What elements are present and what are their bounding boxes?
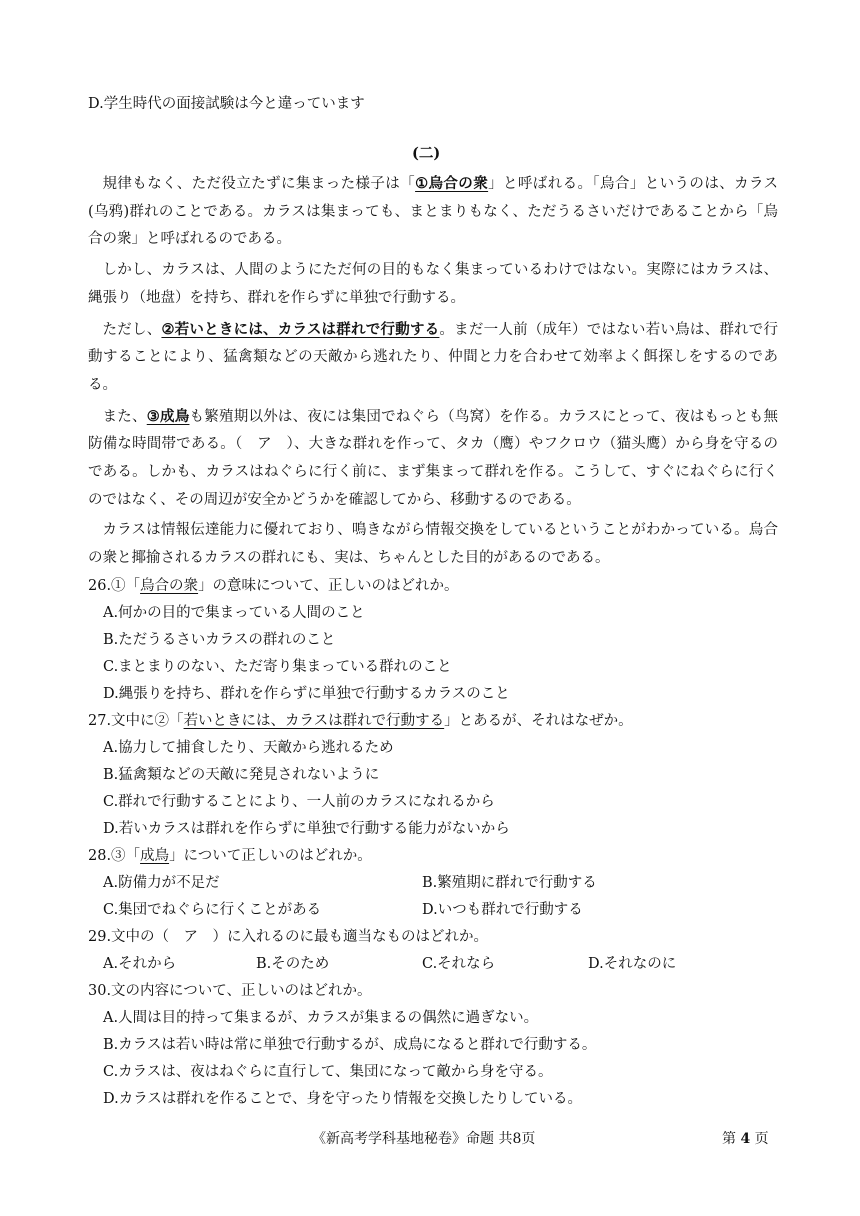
question-29-stem: 29.文中の（ ア ）に入れるのに最も適当なものはどれか。: [88, 929, 489, 945]
question-27-option-c: C.群れで行動することにより、一人前のカラスになれるから: [103, 794, 495, 810]
question-29-option-d: D.それなのに: [588, 956, 677, 972]
underlined-phrase-2: ②若いときには、カラスは群れで行動する: [161, 320, 440, 338]
question-29-option-c: C.それなら: [422, 956, 496, 972]
question-30-option-c: C.カラスは、夜はねぐらに直行して、集団になって敵から身を守る。: [103, 1064, 553, 1080]
section-title: (二): [412, 145, 441, 162]
question-26-option-a: A.何かの目的で集まっている人間のこと: [103, 605, 365, 621]
passage-paragraph-5: カラスは情報伝達能力に優れており、鳴きながら情報交換をしているということがわかっている。烏合の衆と揶揄されるカラスの群れにも、実は、ちゃんとした目的があるのである。: [88, 522, 778, 567]
question-27-option-b: B.猛禽類などの天敵に発見されないように: [103, 767, 380, 783]
question-30-option-d: D.カラスは群れを作ることで、身を守ったり情報を交換したりしている。: [103, 1091, 582, 1107]
question-30-option-a: A.人間は目的持って集まるが、カラスが集まるの偶然に過ぎない。: [103, 1010, 539, 1026]
question-30-stem: 30.文の内容について、正しいのはどれか。: [88, 983, 372, 999]
underlined-phrase-1: ①烏合の衆: [415, 175, 489, 192]
question-30-option-b: B.カラスは若い時は常に単独で行動するが、成鳥になると群れで行動する。: [103, 1037, 597, 1053]
question-26-option-c: C.まとまりのない、ただ寄り集まっている群れのこと: [103, 659, 452, 675]
question-28-option-a: A.防備力が不足だ: [103, 875, 220, 891]
question-27-option-a: A.協力して捕食したり、天敵から逃れるため: [103, 740, 394, 756]
question-28-option-c: C.集団でねぐらに行くことがある: [103, 902, 322, 918]
passage-paragraph-3: ただし、②若いときには、カラスは群れで行動する。まだ一人前（成年）ではない若い鳥は、群れで行動することにより、猛禽類などの天敵から逃れたり、仲間と力を合わせて効率よく餌探しをするのである。: [88, 320, 779, 393]
question-28-option-d: D.いつも群れで行動する: [422, 902, 583, 918]
question-26-option-b: B.ただうるさいカラスの群れのこと: [103, 632, 336, 648]
underlined-phrase-3: ③成鳥: [146, 407, 190, 425]
question-28-option-b: B.繁殖期に群れで行動する: [422, 875, 597, 891]
question-27-stem: 27.文中に②「若いときには、カラスは群れで行動する」とあるが、それはなぜか。: [88, 713, 633, 729]
question-26-option-d: D.縄張りを持ち、群れを作らずに単独で行動するカラスのこと: [103, 686, 510, 702]
passage-paragraph-1: 規律もなく、ただ役立たずに集まった様子は「①烏合の衆」と呼ばれる。「烏合」というのは、カラス(乌鸦)群れのことである。カラスは集まっても、まとまりもなく、ただうるさいだけであることから「烏合の衆」と呼ばれるのである。: [88, 175, 778, 248]
question-29-option-a: A.それから: [103, 956, 177, 972]
question-29-option-b: B.そのため: [256, 956, 330, 972]
passage-paragraph-4: また、③成鳥も繁殖期以外は、夜には集団でねぐら（鸟窝）を作る。カラスにとって、夜はもっとも無防備な時間帯である。（ ア ）、大きな群れを作って、タカ（鹰）やフクロウ（猫头鹰）から身を守るのである。しかも、カラスはねぐらに行く前に、まず集まって群れを作る。こうして、すぐにねぐらに行くのではなく、その周辺が安全かどうかを確認してから、移動するのである。: [88, 407, 778, 508]
reading-passage: [88, 170, 778, 576]
footer-page-number: 第 4 页: [722, 1131, 769, 1147]
question-28-stem: 28.③「成鳥」について正しいのはどれか。: [88, 848, 372, 864]
previous-question-option-d: D.学生時代の面接試験は今と違っています: [88, 96, 365, 112]
passage-paragraph-2: しかし、カラスは、人間のようにただ何の目的もなく集まっているわけではない。実際にはカラスは、縄張り（地盘）を持ち、群れを作らずに単独で行動する。: [88, 262, 778, 306]
question-27-option-d: D.若いカラスは群れを作らずに単独で行動する能力がないから: [103, 821, 510, 837]
footer-exam-title: 《新高考学科基地秘卷》命题 共8页: [312, 1131, 536, 1147]
question-26-stem: 26.①「烏合の衆」の意味について、正しいのはどれか。: [88, 578, 459, 594]
